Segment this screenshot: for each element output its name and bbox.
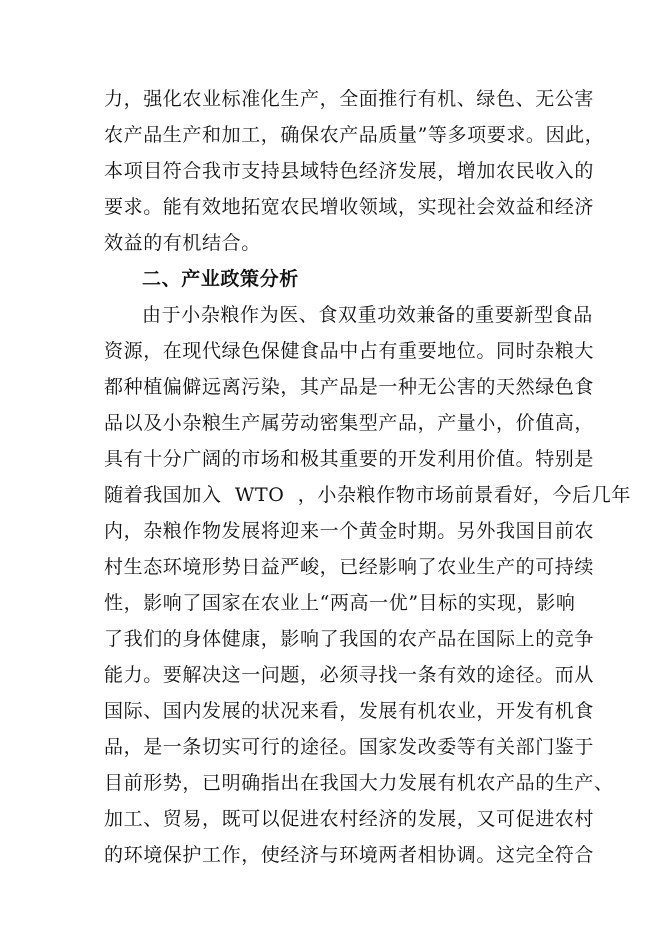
paragraph-line: 力，强化农业标准化生产，全面推行有机、绿色、无公害 — [104, 88, 595, 110]
paragraph-line: 目前形势，已明确指出在我国大力发展有机农产品的生产、 — [104, 772, 614, 794]
paragraph-line: 的环境保护工作，使经济与环境两者相协调。这完全符合 — [104, 844, 595, 866]
paragraph-line: 资源，在现代绿色保健食品中占有重要地位。同时杂粮大 — [104, 340, 595, 362]
paragraph-line: 农产品生产和加工，确保农产品质量”等多项要求。因此， — [104, 124, 605, 146]
paragraph-line: 本项目符合我市支持县域特色经济发展，增加农民收入的 — [104, 160, 595, 182]
paragraph-line: 要求。能有效地拓宽农民增收领域，实现社会效益和经济 — [104, 196, 595, 218]
paragraph-line: 村生态环境形势日益严峻，已经影响了农业生产的可持续 — [104, 556, 595, 578]
paragraph-line: 性，影响了国家在农业上“两高一优”目标的实现，影响 — [104, 592, 576, 614]
paragraph-line: 随着我国加入 WTO ，小杂粮作物市场前景看好，今后几年 — [104, 484, 631, 506]
paragraph-line: 国际、国内发展的状况来看，发展有机农业，开发有机食 — [104, 700, 595, 722]
paragraph-line: 加工、贸易，既可以促进农村经济的发展，又可促进农村 — [104, 808, 595, 830]
section-heading: 二、产业政策分析 — [142, 268, 299, 290]
paragraph-line: 品以及小杂粮生产属劳动密集型产品，产量小，价值高， — [104, 412, 595, 434]
paragraph-line: 由于小杂粮作为医、食双重功效兼备的重要新型食品 — [142, 304, 593, 326]
paragraph-line: 具有十分广阔的市场和极其重要的开发利用价值。特别是 — [104, 448, 595, 470]
paragraph-line: 了我们的身体健康，影响了我国的农产品在国际上的竞争 — [104, 628, 595, 650]
paragraph-line: 内，杂粮作物发展将迎来一个黄金时期。另外我国目前农 — [104, 520, 595, 542]
paragraph-line: 效益的有机结合。 — [104, 232, 261, 254]
paragraph-line: 品，是一条切实可行的途径。国家发改委等有关部门鉴于 — [104, 736, 595, 758]
paragraph-line: 能力。要解决这一问题，必须寻找一条有效的途径。而从 — [104, 664, 595, 686]
paragraph-line: 都种植偏僻远离污染，其产品是一种无公害的天然绿色食 — [104, 376, 595, 398]
